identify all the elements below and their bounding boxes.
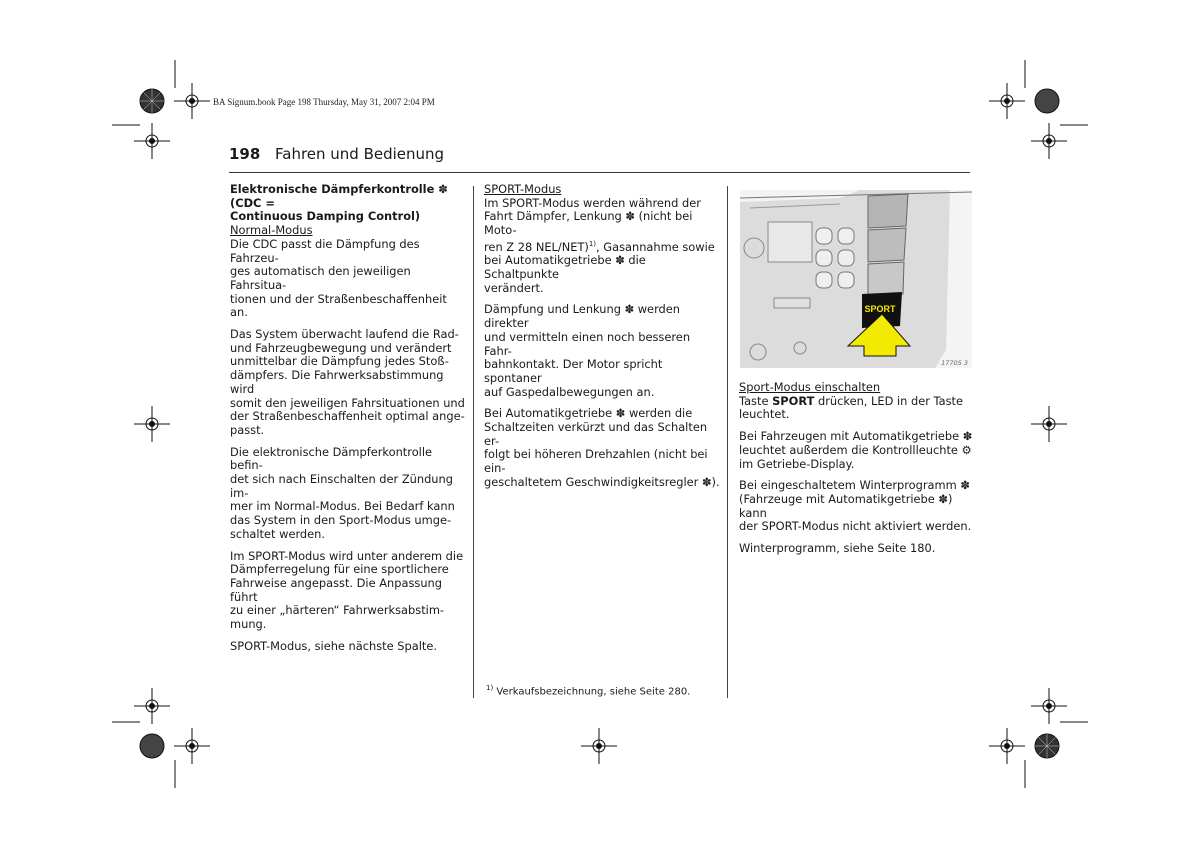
paragraph: Im SPORT-Modus wird unter anderem die Dämpferregelung für eine sportlichere Fahrweise angepasst. Die Anpassung führt zu einer „härteren“ Fahrwerksabstim- mung.	[230, 548, 464, 632]
cross-reference: SPORT-Modus, siehe nächste Spalte.	[230, 638, 437, 653]
footnote	[486, 684, 690, 697]
column-divider	[473, 186, 474, 698]
subheading: SPORT-Modus	[484, 182, 562, 196]
paragraph: Im SPORT-Modus werden während der Fahrt Dämpfer, Lenkung ✽ (nicht bei Moto- ren Z 28 NEL/NET)$^{1)}$, Gasannahme sowie bei Automatikgetriebe ✽ die Schaltpunkte verändert.	[484, 195, 715, 295]
crosshair-icon	[1031, 406, 1067, 442]
paragraph: Bei Automatikgetriebe ✽ werden die Schaltzeiten verkürzt und das Schalten er- folgt bei höheren Drehzahlen (nicht bei ein- geschaltetem Geschwindigkeitsregler ✽).	[484, 406, 720, 489]
footnote-text: Verkaufsbezeichnung, siehe Seite 280.	[496, 686, 691, 698]
header-rule	[229, 172, 970, 173]
registration-rosette-icon	[1035, 734, 1059, 758]
footnote-ref: 1)	[588, 239, 597, 248]
crosshair-icon	[174, 83, 210, 119]
crosshair-icon	[1031, 688, 1067, 724]
sport-key-label: SPORT	[864, 304, 896, 314]
print-info: BA Signum.book Page 198 Thursday, May 31, 2007 2:04 PM	[213, 97, 435, 107]
subheading: Sport-Modus einschalten	[739, 380, 881, 394]
registration-rosette-icon	[140, 734, 164, 758]
column-3	[739, 381, 975, 564]
registration-rosette-icon	[140, 89, 164, 113]
column-2	[484, 183, 720, 498]
crosshair-icon	[134, 406, 170, 442]
crosshair-icon	[581, 728, 617, 764]
figure-id: 17705 3	[941, 359, 968, 367]
column-1	[230, 183, 466, 662]
crosshair-icon	[989, 83, 1025, 119]
paragraph: Taste SPORT drücken, LED in der Taste leuchtet.	[739, 393, 963, 422]
page-number: 198	[229, 145, 261, 163]
crosshair-icon	[134, 688, 170, 724]
subheading: Normal-Modus	[230, 223, 313, 238]
paragraph: Bei Fahrzeugen mit Automatikgetriebe ✽ leuchtet außerdem die Kontrollleuchte ⚙ im Getriebe-Display.	[739, 429, 973, 471]
cross-reference: Winterprogramm, siehe Seite 180.	[739, 541, 936, 556]
crosshair-icon	[174, 728, 210, 764]
paragraph: Die elektronische Dämpferkontrolle befin- det sich nach Einschalten der Zündung im- mer im Normal-Modus. Bei Bedarf kann das System in den Sport-Modus umge- schaltet werden.	[230, 444, 455, 541]
paragraph: Dämpfung und Lenkung ✽ werden direkter und vermitteln einen noch besseren Fahr- bahnkontakt. Der Motor spricht spontaner auf Gaspedalbewegungen an.	[484, 302, 691, 399]
footnote-mark: 1)	[486, 684, 494, 692]
crosshair-icon	[134, 123, 170, 159]
paragraph: Die CDC passt die Dämpfung des Fahrzeu- ges automatisch den jeweiligen Fahrsitua- tionen und der Straßenbeschaffenheit an.	[230, 236, 447, 320]
section-heading: Elektronische Dämpferkontrolle ✽ (CDC = Continuous Damping Control)	[230, 182, 448, 224]
page-title: Fahren und Bedienung	[275, 145, 445, 163]
paragraph: Bei eingeschaltetem Winterprogramm ✽ (Fahrzeuge mit Automatikgetriebe ✽) kann der SPORT-Modus nicht aktiviert werden.	[739, 478, 972, 534]
column-divider	[727, 186, 728, 698]
paragraph: Das System überwacht laufend die Rad- und Fahrzeugbewegung und verändert unmittelbar die Dämpfung jedes Stoß- dämpfers. Die Fahrwerksabstimmung wird somit den jeweiligen Fahrsituationen und der Straßenbeschaffenheit optimal ange- passt.	[230, 327, 465, 437]
crosshair-icon	[989, 728, 1025, 764]
registration-rosette-icon	[1035, 89, 1059, 113]
sport-button-illustration	[740, 190, 972, 368]
crosshair-icon	[1031, 123, 1067, 159]
